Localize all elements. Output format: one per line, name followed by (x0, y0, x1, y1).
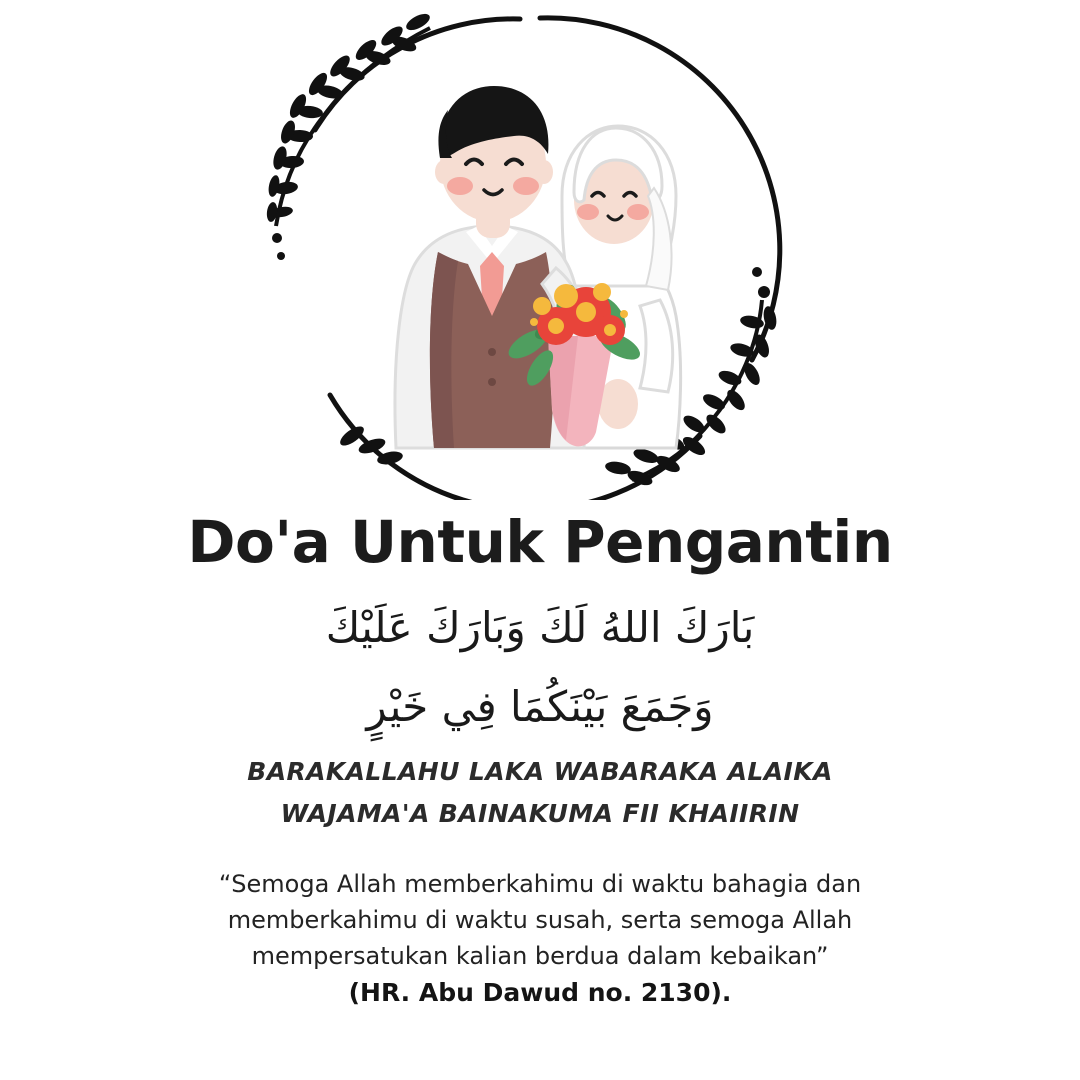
illustration-container (0, 0, 1080, 500)
transliteration-line-2: WAJAMA'A BAINAKUMA FII KHAIIRIN (280, 799, 800, 829)
transliteration-line-1: BARAKALLAHU LAKA WABARAKA ALAIKA (247, 756, 833, 786)
arabic-line-2: وَجَمَعَ بَيْنَكُمَا فِي خَيْرٍ (366, 682, 714, 732)
text-block (0, 500, 1080, 1032)
meaning-text: “Semoga Allah memberkahimu di waktu bahagia dan memberkahimu di waktu susah, serta semoga Allah mempersatukan kalian berdua dalam kebaikan” (218, 870, 862, 971)
hadith-source: (HR. Abu Dawud no. 2130). (348, 978, 732, 1008)
page-title: Do'a Untuk Pengantin (187, 508, 893, 576)
muslim-wedding-couple-illustration (0, 0, 1080, 500)
arabic-line-1: بَارَكَ اللهُ لَكَ وَبَارَكَ عَلَيْكَ (325, 602, 755, 652)
wreath-sprig-upper-left (266, 11, 433, 260)
